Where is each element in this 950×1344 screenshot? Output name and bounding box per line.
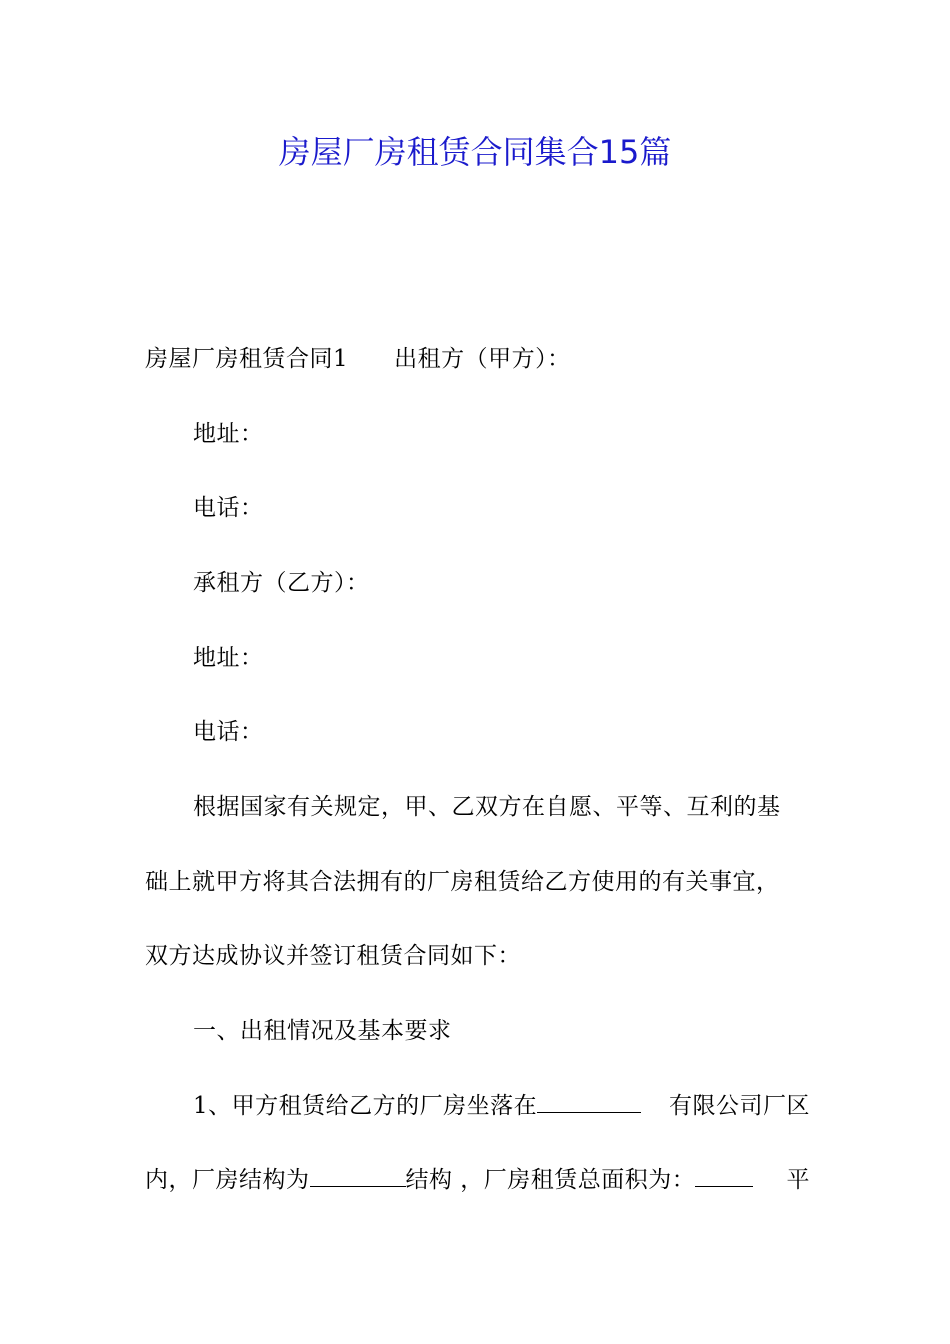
lessee-label: 承租方（乙方）：: [193, 570, 370, 596]
clause-text-part: 有限公司厂区: [669, 1093, 810, 1119]
contract-number-label: 房屋厂房租赁合同1: [145, 346, 349, 372]
contract-heading-line: [145, 341, 810, 377]
clause-line: [193, 1088, 810, 1124]
lessee-phone-label: 电话：: [193, 719, 264, 745]
paragraph-line: 根据国家有关规定，甲、乙双方在自愿、平等、互利的基: [193, 794, 781, 820]
fill-in-blank: [310, 1164, 406, 1187]
clause-text-part: 1、甲方租赁给乙方的厂房坐落在: [193, 1093, 538, 1119]
lessor-phone-label: 电话：: [193, 495, 264, 521]
paragraph-line: 础上就甲方将其合法拥有的厂房租赁给乙方使用的有关事宜，: [145, 869, 780, 895]
clause-text-part: 结构 ，厂房租赁总面积为：: [405, 1167, 696, 1193]
fill-in-blank: [695, 1164, 753, 1187]
clause-line: [145, 1162, 810, 1198]
lessor-label: 出租方（甲方）：: [394, 346, 571, 372]
document-title: 房屋厂房租赁合同集合15篇: [278, 133, 672, 171]
clause-text-part: 内，厂房结构为: [145, 1167, 310, 1193]
section-heading: 一、出租情况及基本要求: [193, 1018, 452, 1044]
clause-text: [145, 1162, 753, 1198]
lessee-address-label: 地址：: [193, 645, 264, 671]
clause-text-part: 平: [786, 1167, 810, 1193]
clause-text: [193, 1088, 641, 1124]
paragraph-line: 双方达成协议并签订租赁合同如下：: [145, 943, 521, 969]
lessor-address-label: 地址：: [193, 421, 264, 447]
fill-in-blank: [537, 1090, 641, 1113]
